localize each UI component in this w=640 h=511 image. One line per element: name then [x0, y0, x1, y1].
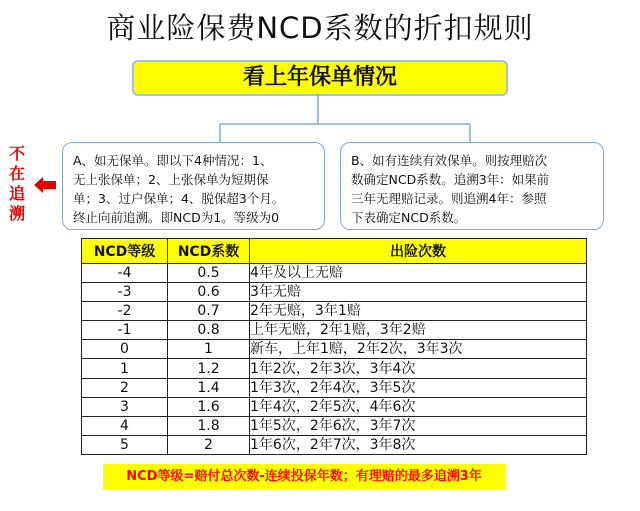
ncd-table [81, 238, 587, 455]
cell-ncd-level: 5 [82, 435, 168, 454]
cell-claim-count: 1年2次，2年3次，3年4次 [250, 359, 587, 378]
table-row [82, 321, 587, 340]
cell-ncd-level: 2 [82, 378, 168, 397]
table-row [82, 283, 587, 302]
cell-ncd-coefficient: 0.8 [168, 321, 250, 340]
cell-ncd-coefficient: 0.5 [168, 264, 250, 283]
table-row [82, 397, 587, 416]
cell-ncd-level: -3 [82, 283, 168, 302]
header-ncd-coefficient: NCD系数 [168, 239, 250, 264]
left-arrow-icon [34, 176, 56, 194]
cell-ncd-coefficient: 0.6 [168, 283, 250, 302]
cell-ncd-coefficient: 2 [168, 435, 250, 454]
cell-claim-count: 上年无赔，2年1赔，3年2赔 [250, 321, 587, 340]
cell-ncd-coefficient: 1 [168, 340, 250, 359]
table-row [82, 340, 587, 359]
table-row [82, 264, 587, 283]
banner-previous-year-policy: 看上年保单情况 [132, 60, 508, 96]
table-row [82, 302, 587, 321]
cell-ncd-coefficient: 1.4 [168, 378, 250, 397]
cell-ncd-coefficient: 1.8 [168, 416, 250, 435]
cell-claim-count: 1年4次，2年5次，4年6次 [250, 397, 587, 416]
table-row [82, 378, 587, 397]
cell-claim-count: 2年无赔，3年1赔 [250, 302, 587, 321]
header-claim-count: 出险次数 [250, 239, 587, 264]
cell-ncd-level: -2 [82, 302, 168, 321]
table-header-row [82, 239, 587, 264]
table-row [82, 359, 587, 378]
cell-ncd-level: -4 [82, 264, 168, 283]
cell-claim-count: 新车，上年1赔，2年2次，3年3次 [250, 340, 587, 359]
page-title: 商业险保费NCD系数的折扣规则 [106, 11, 534, 45]
cell-ncd-coefficient: 1.6 [168, 397, 250, 416]
no-trace-label: 不 在 追 溯 [8, 144, 25, 223]
table-row [82, 435, 587, 454]
cell-claim-count: 1年5次，2年6次，3年7次 [250, 416, 587, 435]
cell-claim-count: 1年6次，2年7次，3年8次 [250, 435, 587, 454]
cell-ncd-level: 1 [82, 359, 168, 378]
cell-ncd-coefficient: 0.7 [168, 302, 250, 321]
cell-ncd-level: 4 [82, 416, 168, 435]
cell-ncd-coefficient: 1.2 [168, 359, 250, 378]
cell-ncd-level: 0 [82, 340, 168, 359]
cell-ncd-level: 3 [82, 397, 168, 416]
cell-claim-count: 4年及以上无赔 [250, 264, 587, 283]
cell-claim-count: 3年无赔 [250, 283, 587, 302]
cell-claim-count: 1年3次，2年4次，3年5次 [250, 378, 587, 397]
header-ncd-level: NCD等级 [82, 239, 168, 264]
cell-ncd-level: -1 [82, 321, 168, 340]
case-b-continuous-policy-box: B、如有连续有效保单。则按理赔次 数确定NCD系数。追溯3年：如果前 三年无理赔记录。则追溯4年：参照 下表确定NCD系数。 [340, 142, 604, 230]
ncd-formula-footnote: NCD等级=赔付总次数-连续投保年数；有理赔的最多追溯3年 [103, 464, 505, 490]
table-row [82, 416, 587, 435]
case-a-no-policy-box: A、如无保单。即以下4种情况：1、 无上张保单；2、上张保单为短期保 单；3、过户保单；4、脱保超3个月。 终止向前追溯。即NCD为1。等级为0 [62, 142, 325, 230]
